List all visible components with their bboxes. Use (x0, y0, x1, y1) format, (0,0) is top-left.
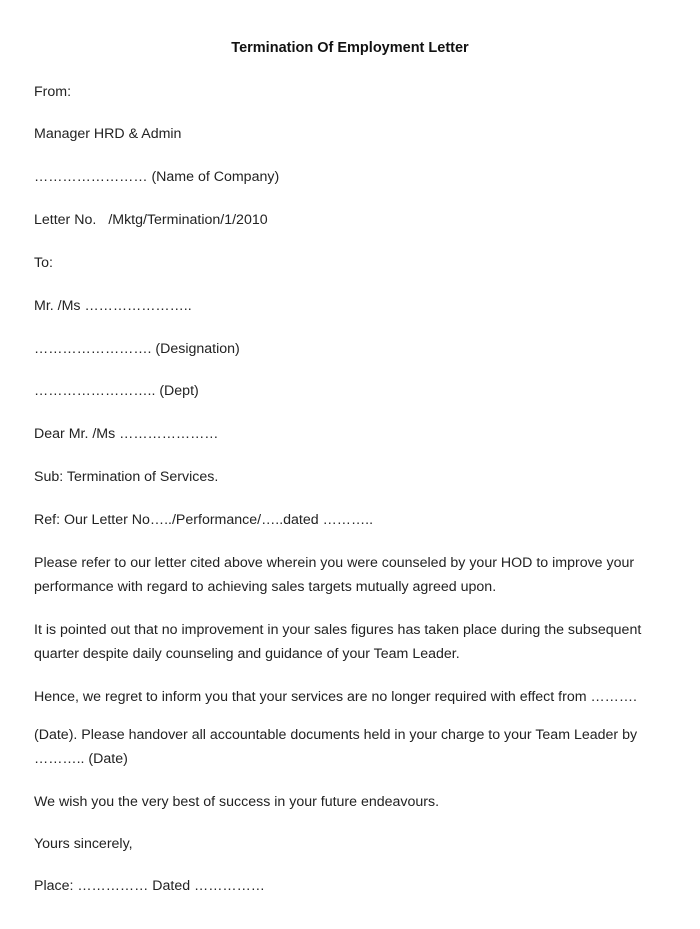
reference-line: Ref: Our Letter No…../Performance/…..dated ……….. (34, 512, 374, 528)
wishes-line: We wish you the very best of success in your future endeavours. (34, 794, 440, 810)
department-line: …………………….. (Dept) (34, 383, 199, 399)
letter-number-line (34, 208, 268, 232)
paragraph-4-line-1: (Date). Please handover all accountable documents held in your charge to your Team Leader by (34, 727, 638, 743)
designation-line: ……………………. (Designation) (34, 341, 240, 357)
to-label: To: (34, 255, 53, 271)
closing-line: Yours sincerely, (34, 836, 133, 852)
recipient-name-line: Mr. /Ms ………………….. (34, 298, 192, 314)
from-label: From: (34, 84, 72, 100)
paragraph-1-line-2: performance with regard to achieving sales targets mutually agreed upon. (34, 579, 497, 595)
letter-number-value: /Mktg/Termination/1/2010 (108, 212, 268, 228)
company-name-line: …………………… (Name of Company) (34, 169, 280, 185)
sender-name: Manager HRD & Admin (34, 126, 182, 142)
document-title: Termination Of Employment Letter (231, 40, 469, 56)
paragraph-2-line-1: It is pointed out that no improvement in your sales figures has taken place during the subsequent (34, 622, 642, 638)
subject-line: Sub: Termination of Services. (34, 469, 219, 485)
paragraph-3: Hence, we regret to inform you that your services are no longer required with effect from ………. (34, 689, 637, 705)
place-date-line: Place: …………… Dated …………… (34, 878, 265, 894)
letter-number-label: Letter No. (34, 212, 97, 228)
paragraph-2-line-2: quarter despite daily counseling and guidance of your Team Leader. (34, 646, 460, 662)
paragraph-4-line-2: ……….. (Date) (34, 751, 128, 767)
paragraph-1-line-1: Please refer to our letter cited above wherein you were counseled by your HOD to improve your (34, 555, 635, 571)
salutation-line: Dear Mr. /Ms ………………… (34, 426, 219, 442)
